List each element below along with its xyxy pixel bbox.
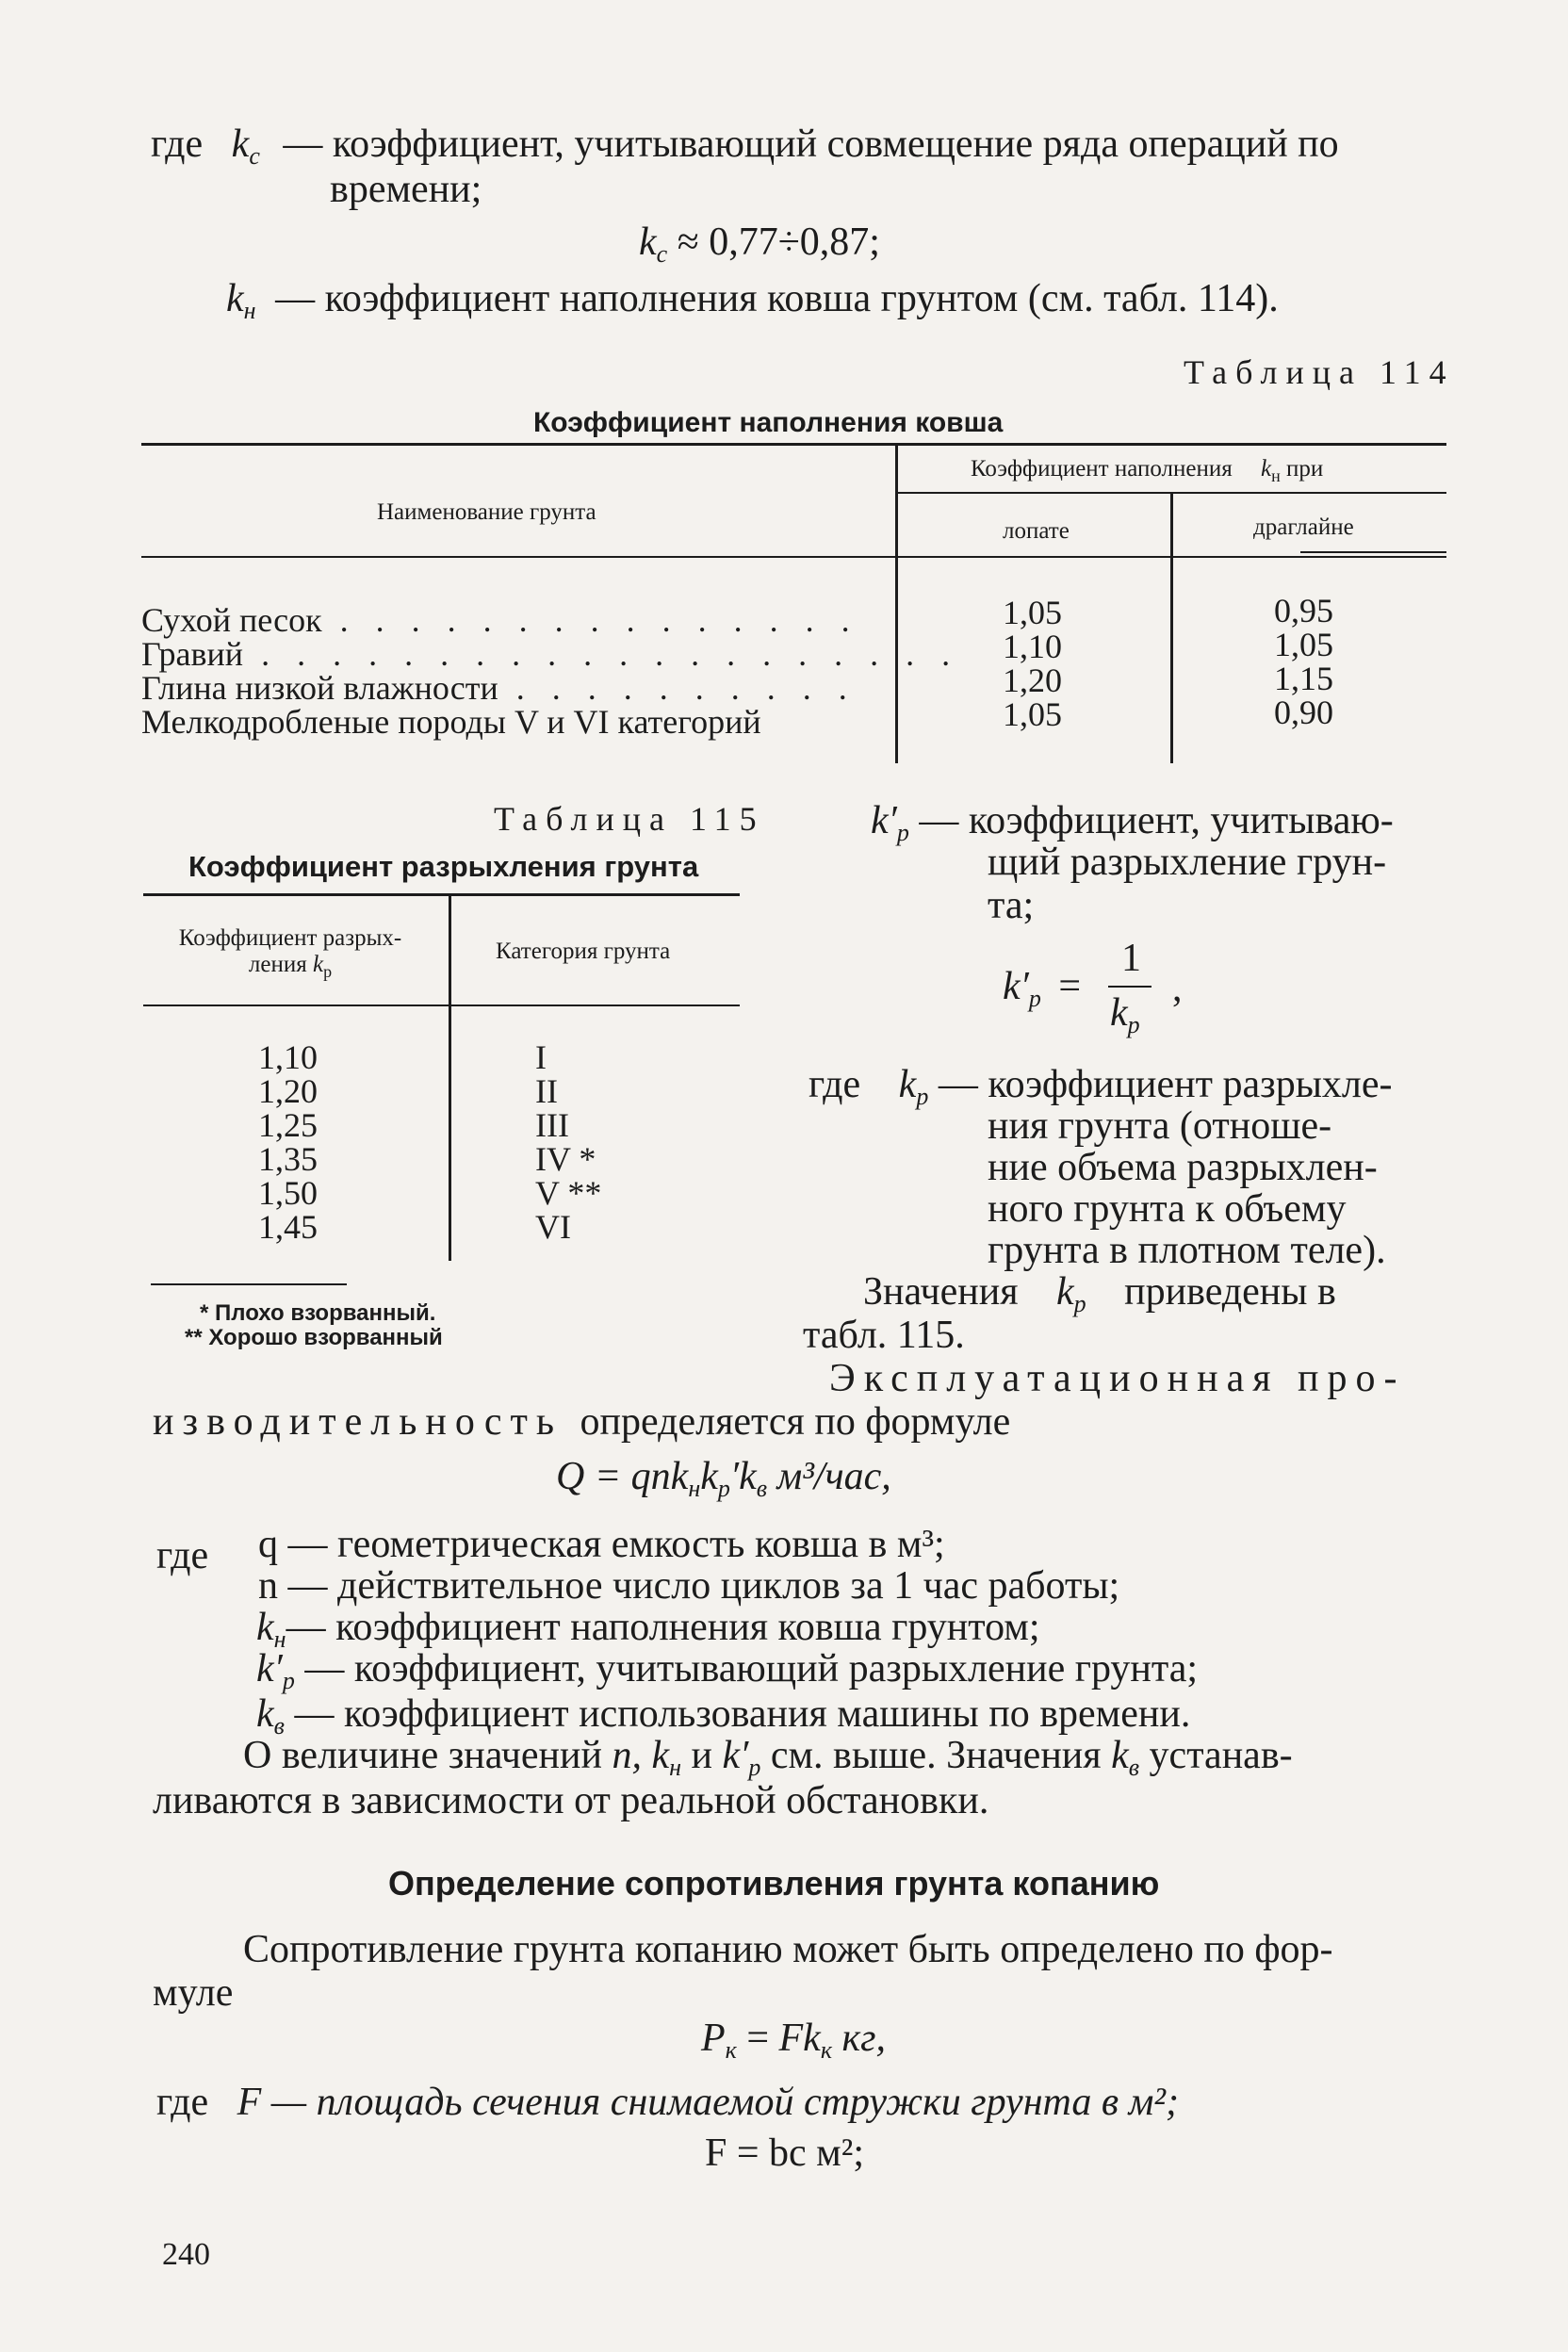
- table114-col-shovel: лопате: [1003, 518, 1070, 544]
- q-definition: q — геометрическая емкость ковша в м³;: [258, 1523, 945, 1566]
- fraction-denominator: $k_р$: [1110, 991, 1140, 1038]
- table114-header-rule: [141, 556, 1446, 558]
- table115-col-coef: Коэффициент разрых- ления $k_р$: [178, 925, 402, 981]
- table114-dragline-values: 0,95 1,05 1,15 0,90: [1274, 592, 1333, 731]
- fraction-bar: [1108, 986, 1152, 988]
- table114-row: Сухой песок . . . . . . . . . . . . . . .: [141, 601, 859, 639]
- kp-def-4: ного грунта к объему: [988, 1187, 1347, 1231]
- kp-prime-def-3: та;: [988, 884, 1035, 927]
- table115-vrule: [449, 895, 451, 1261]
- where-label: где: [156, 1534, 209, 1577]
- kp-def-2: ния грунта (отноше-: [988, 1104, 1332, 1148]
- formula-Q: $Q = qnk_нk_р'k_в$ м³/час,: [556, 1455, 891, 1502]
- table114-top-rule: [141, 443, 1446, 446]
- table115-note-2: ** Хорошо взорванный: [185, 1325, 443, 1350]
- intro-line-kn: $k_н$ — коэффициент наполнения ковша грунтом (см. табл. 114).: [226, 277, 1279, 324]
- table115-label: Таблица 115: [494, 800, 765, 838]
- kn-definition: $k_н—$ коэффициент наполнения ковша грунтом;: [256, 1606, 1040, 1653]
- fraction-numerator: 1: [1121, 937, 1141, 980]
- table114-row: Гравий . . . . . . . . . . . . . . . . . . . .: [141, 635, 960, 673]
- table114-vrule-2: [1170, 494, 1173, 763]
- table115-top-rule: [143, 893, 740, 896]
- intro-line-1: где $k_с$ — коэффициент, учитывающий совмещение ряда операций по: [151, 122, 1339, 170]
- kp-def-3: ние объема разрыхлен-: [988, 1146, 1378, 1189]
- n-definition: n — действительное число циклов за 1 час работы;: [258, 1564, 1120, 1608]
- table115-footnote-rule: [151, 1283, 347, 1285]
- kp-def-5: грунта в плотном теле).: [988, 1229, 1386, 1272]
- table114-col-group: Коэффициент наполнения $k_н$ при: [971, 456, 1324, 485]
- table115-coef-values: 1,10 1,20 1,25 1,35 1,50 1,45: [258, 1038, 318, 1246]
- formula-kp-prime: $k'_р$ =: [1003, 965, 1082, 1012]
- table115-note-1: * Плохо взорванный.: [200, 1300, 436, 1326]
- table114-col-dragline: драглайне: [1253, 514, 1354, 540]
- kp-def-1: где $k_р$ — коэффициент разрыхле-: [808, 1063, 1393, 1110]
- values-line-2: табл. 115.: [803, 1314, 965, 1357]
- paragraph-line-2: муле: [153, 1971, 234, 2015]
- kp-prime-def-2: щий разрыхление грун-: [988, 841, 1387, 884]
- page-number: 240: [162, 2237, 210, 2272]
- formula-F: F = bc м²;: [705, 2132, 865, 2175]
- table114-row: Глина низкой влажности . . . . . . . . . .: [141, 669, 857, 707]
- table115-cat-values: I II III IV * V ** VI: [535, 1038, 602, 1246]
- table115-header-rule: [143, 1004, 740, 1006]
- table114-row: Мелкодробленые породы V и VI категорий: [141, 703, 761, 741]
- values-line-1: Значения $k_р$ приведены в: [863, 1270, 1336, 1317]
- exploit-line-1: Эксплуатационная про-: [829, 1357, 1406, 1400]
- formula-P: $P_к = Fk_к$ кг,: [701, 2017, 887, 2064]
- table114-title: Коэффициент наполнения ковша: [533, 407, 1004, 438]
- kp-prime-def-1: $k'_р$ — коэффициент, учитываю-: [871, 799, 1394, 846]
- formula-kc: $k_с \approx 0,77\div 0,87$;: [639, 220, 880, 268]
- fraction-comma: ,: [1172, 967, 1183, 1010]
- table114-shovel-values: 1,05 1,10 1,20 1,05: [1003, 594, 1062, 733]
- kv-definition: $k_в$ — коэффициент использования машины по времени.: [256, 1692, 1191, 1740]
- table114-col-name: Наименование грунта: [377, 499, 596, 525]
- table115-title: Коэффициент разрыхления грунта: [188, 850, 699, 883]
- kp-prime-definition: $k'_р$ — коэффициент, учитывающий разрыхление грунта;: [256, 1647, 1199, 1694]
- about-line-1: О величине значений n, $k_н$ и $k'_р$ см. выше. Значения $k_в$ устанав-: [243, 1734, 1293, 1781]
- table114-header-rule-tail: [1300, 551, 1446, 553]
- table114-label: Таблица 114: [1184, 353, 1455, 391]
- exploit-line-2: изводительность определяется по формуле: [153, 1400, 1011, 1444]
- paragraph-line-1: Сопротивление грунта копанию может быть определено по фор-: [243, 1928, 1333, 1971]
- about-line-2: ливаются в зависимости от реальной обстановки.: [153, 1779, 989, 1822]
- F-definition: где F — площадь сечения снимаемой стружки грунта в м²;: [156, 2081, 1179, 2124]
- section-heading: Определение сопротивления грунта копанию: [388, 1864, 1160, 1903]
- table115-col-cat: Категория грунта: [496, 939, 671, 964]
- intro-line-2: времени;: [330, 168, 482, 211]
